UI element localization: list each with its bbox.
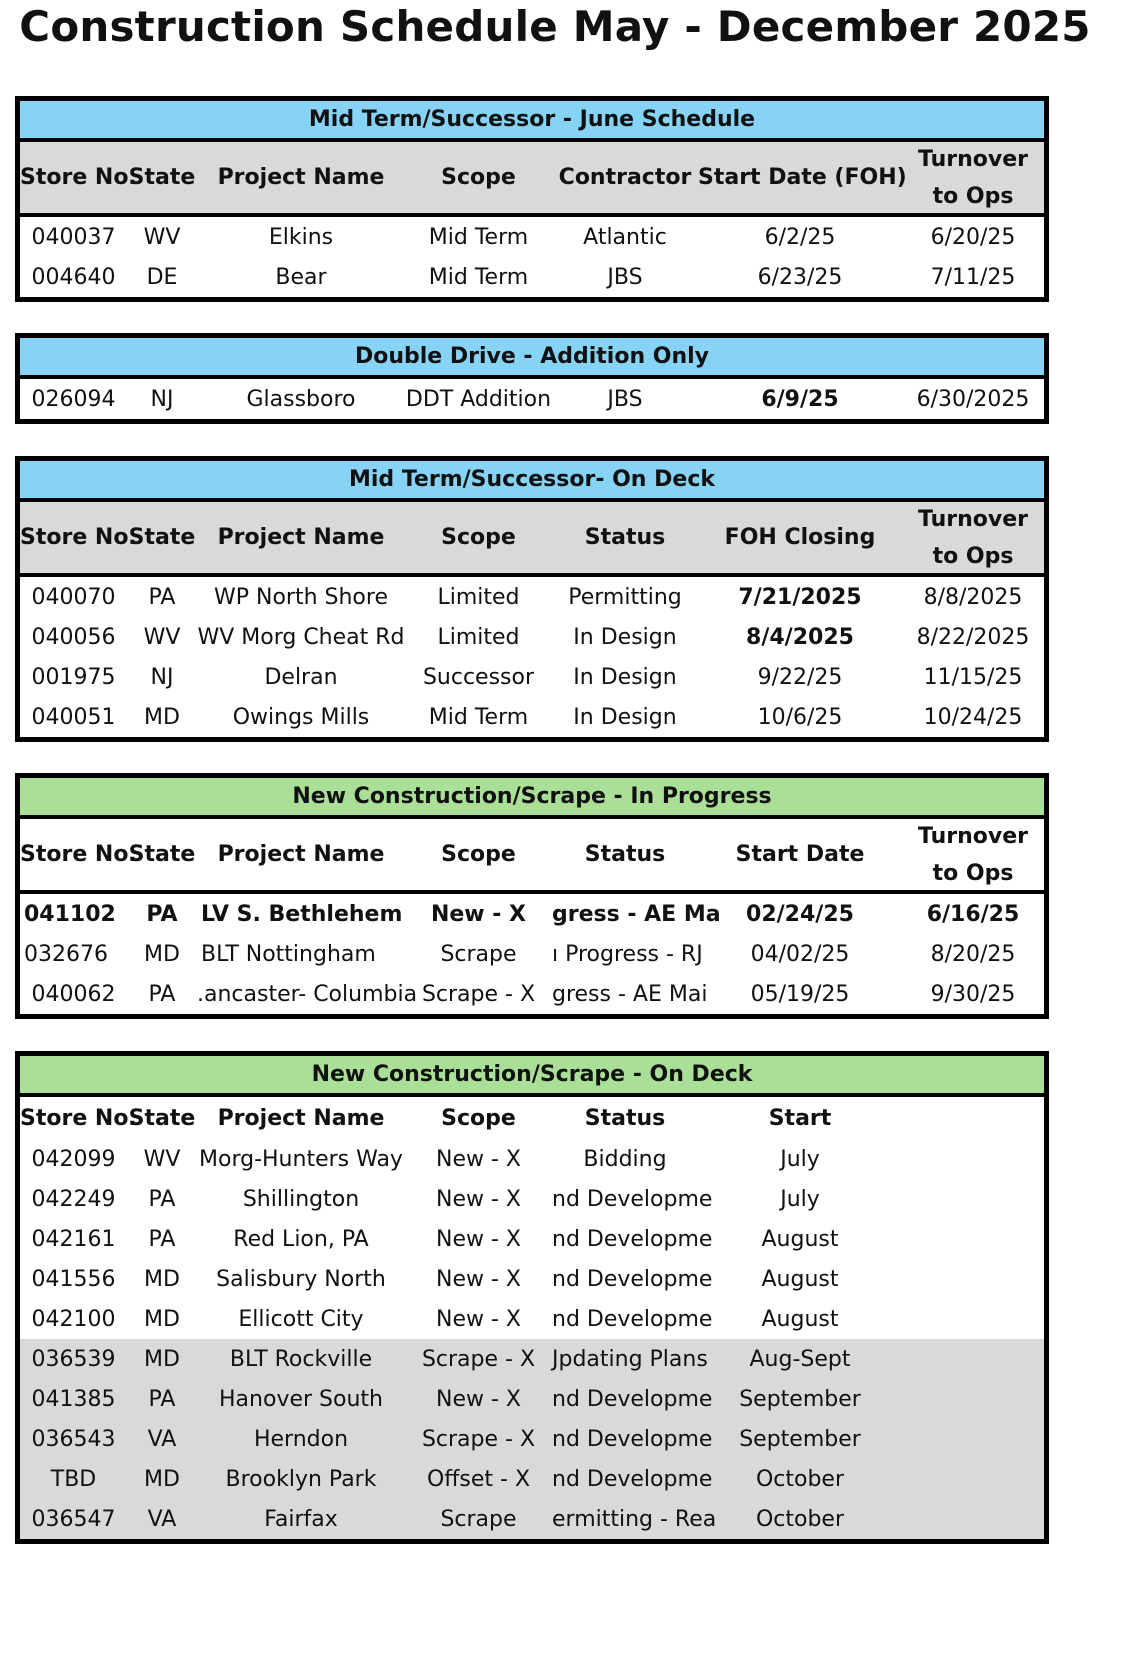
col-project-name: Project Name	[217, 525, 385, 550]
cell: In Design	[573, 704, 677, 730]
cell: MD	[144, 1466, 180, 1492]
cell: 8/22/2025	[916, 624, 1030, 650]
cell: 9/22/25	[757, 664, 843, 690]
cell: JBS	[607, 264, 643, 290]
cell: August	[761, 1306, 839, 1332]
col-project-name: Project Name	[217, 842, 385, 867]
cell: ı Progress - RJ	[552, 941, 703, 967]
cell: .ancaster- Columbia	[197, 981, 418, 1007]
cell: 040056	[31, 624, 116, 650]
cell: Elkins	[268, 224, 334, 250]
table-row	[20, 1259, 1044, 1299]
cell: 8/20/25	[930, 941, 1016, 967]
cell: Mid Term	[428, 264, 529, 290]
cell: New - X	[436, 1146, 521, 1172]
new-in-progress-table	[15, 773, 1049, 1019]
cell: nd Developme	[552, 1226, 713, 1252]
cell: Mid Term	[428, 704, 529, 730]
cell: New - X	[436, 1266, 521, 1292]
cell: New - X	[436, 1186, 521, 1212]
cell: Delran	[264, 664, 338, 690]
cell: Brooklyn Park	[225, 1466, 377, 1492]
cell: BLT Rockville	[229, 1346, 373, 1372]
cell: 040037	[31, 224, 116, 250]
table-row	[20, 974, 1044, 1014]
cell: 040062	[31, 981, 116, 1007]
col-state: State	[128, 525, 196, 550]
cell: 042249	[31, 1186, 116, 1212]
col-state: State	[128, 842, 196, 867]
col-project-name: Project Name	[217, 1105, 385, 1131]
cell: Owings Mills	[232, 704, 370, 730]
cell: In Design	[573, 664, 677, 690]
cell: September	[739, 1386, 861, 1412]
cell: September	[739, 1426, 861, 1452]
june-header-row	[20, 142, 1044, 217]
cell: nd Developme	[552, 1186, 713, 1212]
cell: 026094	[31, 386, 116, 412]
col-turnover: Turnover to Ops	[918, 823, 1028, 886]
col-scope: Scope	[441, 525, 516, 550]
mid-term-on-deck-table	[15, 456, 1049, 742]
june-band: Mid Term/Successor - June Schedule	[20, 101, 1044, 142]
col-start: Start	[768, 1105, 832, 1131]
table-row	[20, 379, 1044, 419]
cell: 8/8/2025	[923, 584, 1023, 610]
table-row	[20, 617, 1044, 657]
col-status: Status	[584, 842, 666, 867]
cell: Bidding	[583, 1146, 667, 1172]
col-store-no: Store No.	[20, 1105, 137, 1131]
table-row	[20, 1419, 1044, 1459]
double-drive-table	[15, 333, 1049, 424]
cell: 036543	[31, 1426, 116, 1452]
cell: NJ	[150, 386, 174, 412]
table-row	[20, 1459, 1044, 1499]
col-turnover: Turnover to Ops	[918, 146, 1028, 209]
cell: 040051	[31, 704, 116, 730]
cell: nd Developme	[552, 1266, 713, 1292]
cell: New - X	[436, 1226, 521, 1252]
cell: August	[761, 1226, 839, 1252]
cell: JBS	[607, 386, 643, 412]
cell: DE	[146, 264, 178, 290]
cell: Permitting	[568, 584, 682, 610]
col-status: Status	[584, 1105, 666, 1131]
cell: Glassboro	[246, 386, 356, 412]
cell: WV	[143, 1146, 181, 1172]
cell: 8/4/2025	[746, 624, 854, 650]
cell: PA	[148, 1226, 176, 1252]
cell: Offset - X	[426, 1466, 531, 1492]
cell: 02/24/25	[746, 901, 854, 927]
cell: 9/30/25	[930, 981, 1016, 1007]
col-store-no: Store No.	[20, 165, 137, 190]
cell: VA	[147, 1426, 177, 1452]
cell: NJ	[150, 664, 174, 690]
cell: WV	[143, 224, 181, 250]
cell: gress - AE Mai	[552, 981, 708, 1007]
table-row	[20, 1299, 1044, 1339]
new-in-progress-band: New Construction/Scrape - In Progress	[20, 778, 1044, 819]
cell: In Design	[573, 624, 677, 650]
cell: MD	[144, 941, 180, 967]
cell: 042100	[31, 1306, 116, 1332]
cell: 6/20/25	[930, 224, 1016, 250]
cell: gress - AE Ma	[552, 901, 721, 927]
cell: Mid Term	[428, 224, 529, 250]
cell: New - X	[436, 1306, 521, 1332]
cell: nd Developme	[552, 1426, 713, 1452]
col-turnover: Turnover to Ops	[918, 506, 1028, 569]
table-row	[20, 657, 1044, 697]
cell: 041385	[31, 1386, 116, 1412]
cell: 04/02/25	[750, 941, 850, 967]
col-state: State	[128, 165, 196, 190]
cell: October	[755, 1466, 845, 1492]
cell: nd Developme	[552, 1306, 713, 1332]
cell: 042161	[31, 1226, 116, 1252]
page-title: Construction Schedule May - December 2025	[19, 2, 1091, 51]
cell: nd Developme	[552, 1386, 713, 1412]
new-on-deck-table	[15, 1051, 1049, 1544]
col-scope: Scope	[441, 165, 516, 190]
cell: Ellicott City	[238, 1306, 364, 1332]
cell: Scrape - X	[421, 1346, 536, 1372]
cell: Limited	[437, 584, 520, 610]
cell: 10/24/25	[923, 704, 1023, 730]
new-on-deck-band: New Construction/Scrape - On Deck	[20, 1056, 1044, 1097]
cell: Hanover South	[219, 1386, 383, 1412]
cell: 6/16/25	[926, 901, 1020, 927]
table-row	[20, 1339, 1044, 1379]
cell: Scrape	[440, 941, 517, 967]
cell: MD	[144, 1346, 180, 1372]
cell: 6/9/25	[761, 386, 839, 412]
col-store-no: Store No.	[20, 842, 137, 867]
cell: 041102	[24, 901, 116, 927]
cell: 036539	[31, 1346, 116, 1372]
table-row	[20, 257, 1044, 297]
table-row	[20, 934, 1044, 974]
cell: New - X	[436, 1386, 521, 1412]
table-row	[20, 577, 1044, 617]
col-state: State	[128, 1105, 196, 1131]
cell: 6/2/25	[764, 224, 836, 250]
cell: PA	[148, 1186, 176, 1212]
cell: BLT Nottingham	[201, 941, 376, 967]
cell: VA	[147, 1506, 177, 1532]
col-project-name: Project Name	[217, 165, 385, 190]
cell: WP North Shore	[213, 584, 388, 610]
table-row	[20, 217, 1044, 257]
col-scope: Scope	[441, 1105, 516, 1131]
cell: Successor	[422, 664, 535, 690]
cell: nd Developme	[552, 1466, 713, 1492]
cell: October	[755, 1506, 845, 1532]
cell: WV	[143, 624, 181, 650]
cell: Morg-Hunters Way	[199, 1146, 403, 1172]
cell: Scrape	[440, 1506, 517, 1532]
col-start-date: Start Date	[735, 842, 865, 867]
cell: 6/30/2025	[916, 386, 1030, 412]
cell: PA	[148, 1386, 176, 1412]
cell: 10/6/25	[757, 704, 843, 730]
cell: PA	[146, 901, 178, 927]
cell: Limited	[437, 624, 520, 650]
cell: PA	[148, 584, 176, 610]
table-row	[20, 1219, 1044, 1259]
cell: 004640	[31, 264, 116, 290]
cell: TBD	[50, 1466, 97, 1492]
col-start-date: Start Date (FOH)	[698, 165, 907, 190]
col-status: Status	[584, 525, 666, 550]
cell: 05/19/25	[750, 981, 850, 1007]
mid-on-deck-header-row	[20, 502, 1044, 577]
cell: Herndon	[253, 1426, 349, 1452]
cell: LV S. Bethlehem	[201, 901, 403, 927]
cell: 032676	[24, 941, 108, 967]
cell: Red Lion, PA	[233, 1226, 369, 1252]
cell: 042099	[31, 1146, 116, 1172]
mid-on-deck-band: Mid Term/Successor- On Deck	[20, 461, 1044, 502]
cell: Scrape - X	[421, 1426, 536, 1452]
cell: MD	[144, 1266, 180, 1292]
table-row	[20, 1179, 1044, 1219]
cell: July	[780, 1186, 820, 1212]
cell: DDT Addition	[405, 386, 552, 412]
cell: Scrape - X	[421, 981, 536, 1007]
table-row	[20, 1379, 1044, 1419]
cell: August	[761, 1266, 839, 1292]
cell: New - X	[430, 901, 527, 927]
cell: 11/15/25	[923, 664, 1023, 690]
cell: July	[780, 1146, 820, 1172]
june-schedule-table	[15, 96, 1049, 302]
cell: 7/21/2025	[738, 584, 862, 610]
cell: 040070	[31, 584, 116, 610]
double-drive-band: Double Drive - Addition Only	[20, 338, 1044, 379]
cell: 001975	[31, 664, 116, 690]
cell: WV Morg Cheat Rd	[197, 624, 405, 650]
cell: Aug-Sept	[749, 1346, 851, 1372]
cell: Shillington	[242, 1186, 360, 1212]
cell: MD	[144, 704, 180, 730]
cell: 036547	[31, 1506, 116, 1532]
cell: Jpdating Plans	[552, 1346, 708, 1372]
table-row	[20, 1139, 1044, 1179]
new-in-progress-header-row	[20, 819, 1044, 894]
cell: 041556	[31, 1266, 116, 1292]
col-contractor: Contractor	[558, 165, 692, 190]
cell: MD	[144, 1306, 180, 1332]
col-foh-closing: FOH Closing	[724, 525, 876, 550]
cell: ermitting - Rea	[552, 1506, 717, 1532]
cell: Bear	[275, 264, 327, 290]
cell: 7/11/25	[930, 264, 1016, 290]
cell: Fairfax	[264, 1506, 338, 1532]
cell: 6/23/25	[757, 264, 843, 290]
table-row	[20, 894, 1044, 934]
cell: Salisbury North	[216, 1266, 386, 1292]
cell: PA	[148, 981, 176, 1007]
col-scope: Scope	[441, 842, 516, 867]
table-row	[20, 697, 1044, 737]
table-row	[20, 1499, 1044, 1539]
new-on-deck-header-row	[20, 1097, 1044, 1139]
col-store-no: Store No.	[20, 525, 137, 550]
cell: Atlantic	[583, 224, 667, 250]
